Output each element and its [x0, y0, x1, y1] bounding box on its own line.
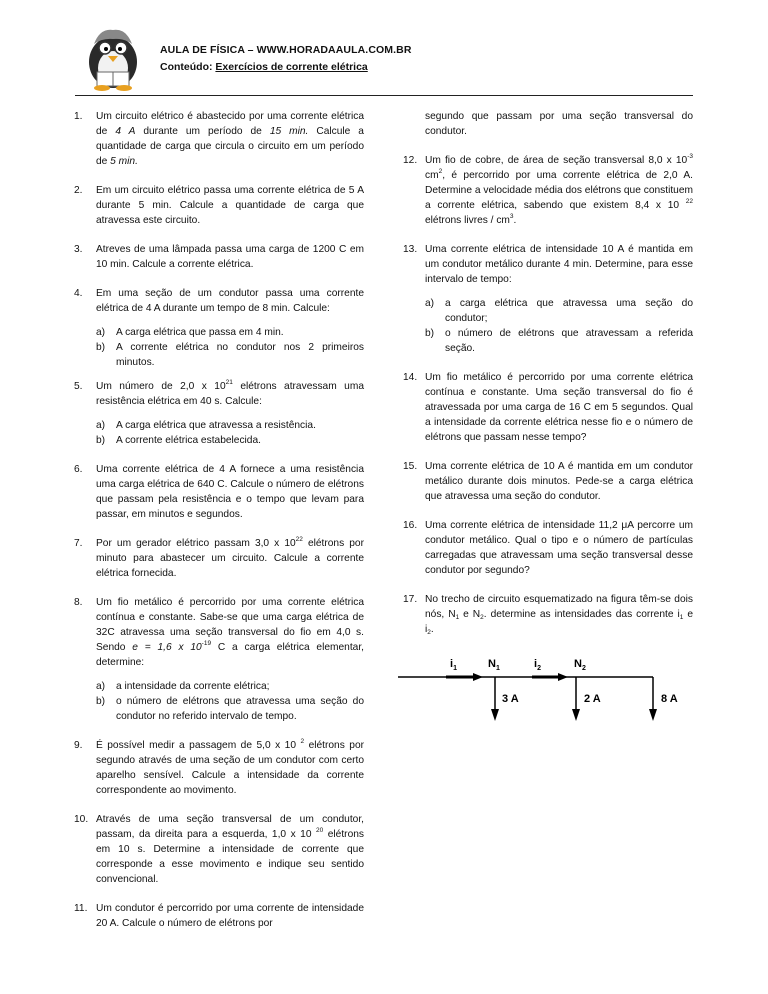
- question-14: 14. Um fio metálico é percorrido por uma corrente elétrica contínua e constante. Uma seção transversal do fio é atravessada por uma carga de 16 C em 5 segundos. Qual a intensidade da corrente elétrica nesse fio e o número de elétrons que passam nesse tempo?: [403, 372, 693, 443]
- branch-8a-arrow: [649, 709, 657, 721]
- branch-3a-arrow: [491, 709, 499, 721]
- question-number: 8.: [74, 597, 83, 608]
- question-number: 14.: [403, 372, 418, 383]
- question-number: 16.: [403, 520, 418, 531]
- penguin-teacher-logo: [80, 24, 146, 92]
- question-16: 16. Uma corrente elétrica de intensidade 11,2 μA percorre um condutor metálico. Qual o tipo e o número de partículas carregadas que atravessam uma seção transversal desse condutor por segundo?: [403, 520, 693, 576]
- question-3: 3. Atreves de uma lâmpada passa uma carga de 1200 C em 10 min. Calcule a corrente elétrica.: [74, 244, 364, 270]
- question-number: 1.: [74, 111, 83, 122]
- header: [76, 22, 716, 94]
- header-title: AULA DE FÍSICA – WWW.HORADAAULA.COM.BR: [160, 44, 412, 56]
- circuit-diagram: [398, 647, 698, 737]
- question-number: 3.: [74, 244, 83, 255]
- branch-2a-arrow: [572, 709, 580, 721]
- sub-item-b: b) o número de elétrons que atravessam a referida seção.: [425, 328, 693, 354]
- question-1: 1. Um circuito elétrico é abastecido por uma corrente elétrica de 4 A durante um período de 15 min. Calcule a quantidade de carga que circula o circuito em um período de 5 min.: [74, 111, 364, 167]
- question-number: 11.: [74, 903, 88, 914]
- question-5: 5. Um número de 2,0 x $10^{21}$ elétrons atravessam uma resistência elétrica em 40 s. Calcule:: [74, 379, 364, 407]
- question-5-items: [96, 418, 364, 448]
- label-n1: $N_1$: [488, 658, 500, 672]
- question-10: 10. Através de uma seção transversal de um condutor, passam, da direita para a esquerda, 1,0 x 10 $^{20}$ elétrons em 10 s. Determine a intensidade de corrente que corresponde a esse movimento e indique seu sentido convencional.: [74, 814, 364, 885]
- question-11: 11. Um condutor é percorrido por uma corrente de intensidade 20 A. Calcule o número de elétrons por: [74, 903, 364, 929]
- question-6: 6. Uma corrente elétrica de 4 A fornece a uma resistência uma carga elétrica de 640 C. Calcule o número de elétrons que passam pela resistência e o tempo que levam para passar, em minutos e segundos.: [74, 464, 364, 520]
- question-number: 13.: [403, 244, 418, 255]
- label-8a: 8 A: [661, 693, 678, 705]
- question-8-items: [96, 679, 364, 724]
- label-i2: $i_2$: [534, 658, 541, 672]
- label-3a: 3 A: [502, 693, 519, 705]
- label-n2: $N_2$: [574, 658, 586, 672]
- sub-item-b: b) o número de elétrons que atravessa uma seção do condutor no referido intervalo de tempo.: [96, 696, 364, 722]
- question-number: 12.: [403, 155, 418, 166]
- content-label: Conteúdo:: [160, 61, 213, 73]
- question-17: 17. No trecho de circuito esquematizado na figura têm-se dois nós, $N_1$ e $N_2$. determine as intensidades das corrente $i_1$ e $i_2$.: [403, 594, 693, 636]
- question-number: 9.: [74, 740, 83, 751]
- question-number: 10.: [74, 814, 89, 825]
- content-topic: Exercícios de corrente elétrica: [215, 61, 368, 73]
- sub-item-a: a) a carga elétrica que atravessa uma seção do condutor;: [425, 298, 693, 324]
- question-number: 2.: [74, 185, 83, 196]
- sub-item-b: b) A corrente elétrica no condutor nos 2 primeiros minutos.: [96, 342, 364, 368]
- question-11-continued: segundo que passam por uma seção transversal do condutor.: [425, 111, 693, 137]
- question-number: 4.: [74, 288, 83, 299]
- question-7: 7. Por um gerador elétrico passam 3,0 x $10^{22}$ elétrons por minuto para abastecer um circuito. Calcule a corrente elétrica fornecida.: [74, 536, 364, 579]
- question-number: 7.: [74, 538, 83, 549]
- sub-item-a: a) A carga elétrica que atravessa a resistência.: [96, 420, 316, 431]
- i1-arrow: [473, 673, 483, 681]
- question-4: 4. Em uma seção de um condutor passa uma corrente elétrica de 4 A durante um tempo de 8 min. Calcule:: [74, 288, 364, 314]
- left-column: [74, 109, 364, 931]
- sub-item-a: a) a intensidade da corrente elétrica;: [96, 681, 270, 692]
- question-number: 6.: [74, 464, 83, 475]
- header-divider: [75, 95, 693, 96]
- label-2a: 2 A: [584, 693, 601, 705]
- question-8: 8. Um fio metálico é percorrido por uma corrente elétrica contínua e constante. Sabe-se que uma carga elétrica de 32C atravessa uma seção transversal do fio em 4,0 s. Sendo e = 1,6 x $10^{-19}$ C a carga elétrica elementar, determine:: [74, 597, 364, 668]
- question-15: 15. Uma corrente elétrica de 10 A é mantida em um condutor metálico durante dois minutos. Pede-se a carga elétrica que atravessa uma seção do condutor.: [403, 461, 693, 502]
- header-content: [160, 61, 368, 73]
- question-2: 2. Em um circuito elétrico passa uma corrente elétrica de 5 A durante 5 min. Calcule a quantidade de carga que atravessa este circuito.: [74, 185, 364, 226]
- question-number: 15.: [403, 461, 418, 472]
- question-13-items: [425, 296, 693, 356]
- question-13: 13. Uma corrente elétrica de intensidade 10 A é mantida em um condutor metálico durante 4 min. Determine, para esse intervalo de tempo:: [403, 244, 693, 285]
- question-12: 12. Um fio de cobre, de área de seção transversal 8,0 x $10^{-3}$ $cm^2$, é percorrido por uma corrente elétrica de 2,0 A. Determine a velocidade média dos elétrons que constituem a corrente elétrica, sabendo que existem 8,4 x 10 $^{22}$ elétrons livres / $cm^3$.: [403, 153, 693, 226]
- i2-arrow: [558, 673, 568, 681]
- label-i1: $i_1$: [450, 658, 457, 672]
- right-column: [403, 109, 693, 737]
- sub-item-a: a) A carga elétrica que passa em 4 min.: [96, 327, 284, 338]
- sub-item-b: b) A corrente elétrica estabelecida.: [96, 435, 261, 446]
- question-9: 9. É possível medir a passagem de 5,0 x 10 $^2$ elétrons por segundo através de uma seção de um condutor com certo aparelho sensível. Calcule a intensidade da corrente correspondente ao movimento.: [74, 738, 365, 796]
- question-4-items: [96, 325, 364, 370]
- question-number: 17.: [403, 594, 418, 605]
- question-number: 5.: [74, 381, 83, 392]
